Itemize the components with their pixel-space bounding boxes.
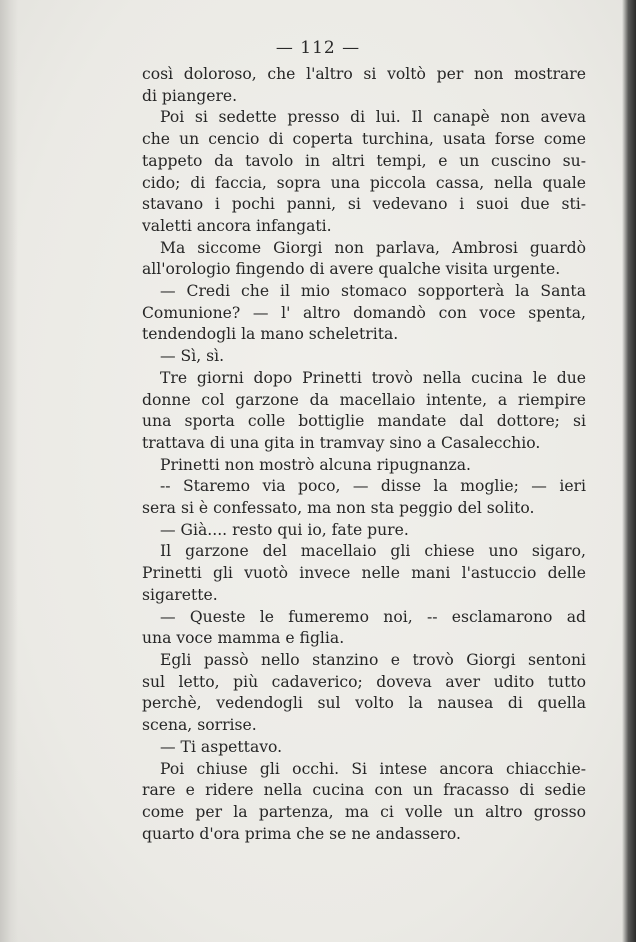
text-line: sera si è confessato, ma non sta peggio del solito. <box>142 499 535 518</box>
body-text <box>142 64 586 845</box>
text-line: Tre giorni dopo Prinetti trovò nella cucina le due <box>160 368 586 387</box>
text-line: — Già.... resto qui io, fate pure. <box>160 520 409 539</box>
text-line: perchè, vedendogli sul volto la nausea di quella <box>142 694 586 713</box>
text-line: — Queste le fumeremo noi, -- esclamarono ad <box>160 607 586 626</box>
text-line: così doloroso, che l'altro si voltò per non mostrare <box>142 65 586 83</box>
text-line: Poi si sedette presso di lui. Il canapè non aveva <box>160 108 586 127</box>
text-line: quarto d'ora prima che se ne andassero. <box>142 824 461 843</box>
text-line: di piangere. <box>142 86 238 105</box>
text-line: — Sì, sì. <box>160 347 225 366</box>
text-line: una voce mamma e figlia. <box>142 629 345 648</box>
text-line: Prinetti gli vuotò invece nelle mani l'astuccio delle <box>142 564 586 583</box>
page-edge-shadow <box>622 0 636 942</box>
text-line: Poi chiuse gli occhi. Si intese ancora chiacchie- <box>160 759 586 778</box>
text-line: all'orologio fingendo di avere qualche visita urgente. <box>142 260 561 279</box>
text-line: rare e ridere nella cucina con un fracasso di sedie <box>142 781 586 800</box>
text-line: come per la partenza, ma ci volle un altro grosso <box>142 802 586 821</box>
text-line: trattava di una gita in tramvay sino a Casalecchio. <box>142 433 541 452</box>
text-line: cido; di faccia, sopra una piccola cassa, nella quale <box>142 173 586 192</box>
text-line: sul letto, più cadaverico; doveva aver udito tutto <box>142 672 586 691</box>
text-line: scena, sorrise. <box>142 716 257 735</box>
text-line: sigarette. <box>142 585 218 604</box>
text-line: Ma siccome Giorgi non parlava, Ambrosi guardò <box>160 238 586 257</box>
page-number: — 112 — <box>275 38 361 58</box>
text-line: — Ti aspettavo. <box>160 737 283 756</box>
text-line: Egli passò nello stanzino e trovò Giorgi sentoni <box>160 650 586 669</box>
text-line: valetti ancora infangati. <box>142 216 332 235</box>
text-line: Il garzone del macellaio gli chiese uno sigaro, <box>160 542 586 561</box>
text-line: tendendogli la mano scheletrita. <box>142 325 399 344</box>
text-line: stavano i pochi panni, si vedevano i suoi due sti- <box>142 195 586 214</box>
text-line: — Credi che il mio stomaco sopporterà la Santa <box>160 282 586 301</box>
text-line: donne col garzone da macellaio intente, a riempire <box>142 390 586 409</box>
text-line: Comunione? — l' altro domandò con voce spenta, <box>142 303 586 322</box>
text-line: una sporta colle bottiglie mandate dal dottore; si <box>142 412 586 431</box>
text-line: che un cencio di coperta turchina, usata forse come <box>142 130 586 149</box>
text-line: -- Staremo via poco, — disse la moglie; — ieri <box>160 477 586 496</box>
text-line: tappeto da tavolo in altri tempi, e un cuscino su- <box>142 151 586 170</box>
page-gutter-shadow <box>0 0 18 942</box>
text-line: Prinetti non mostrò alcuna ripugnanza. <box>160 455 472 474</box>
